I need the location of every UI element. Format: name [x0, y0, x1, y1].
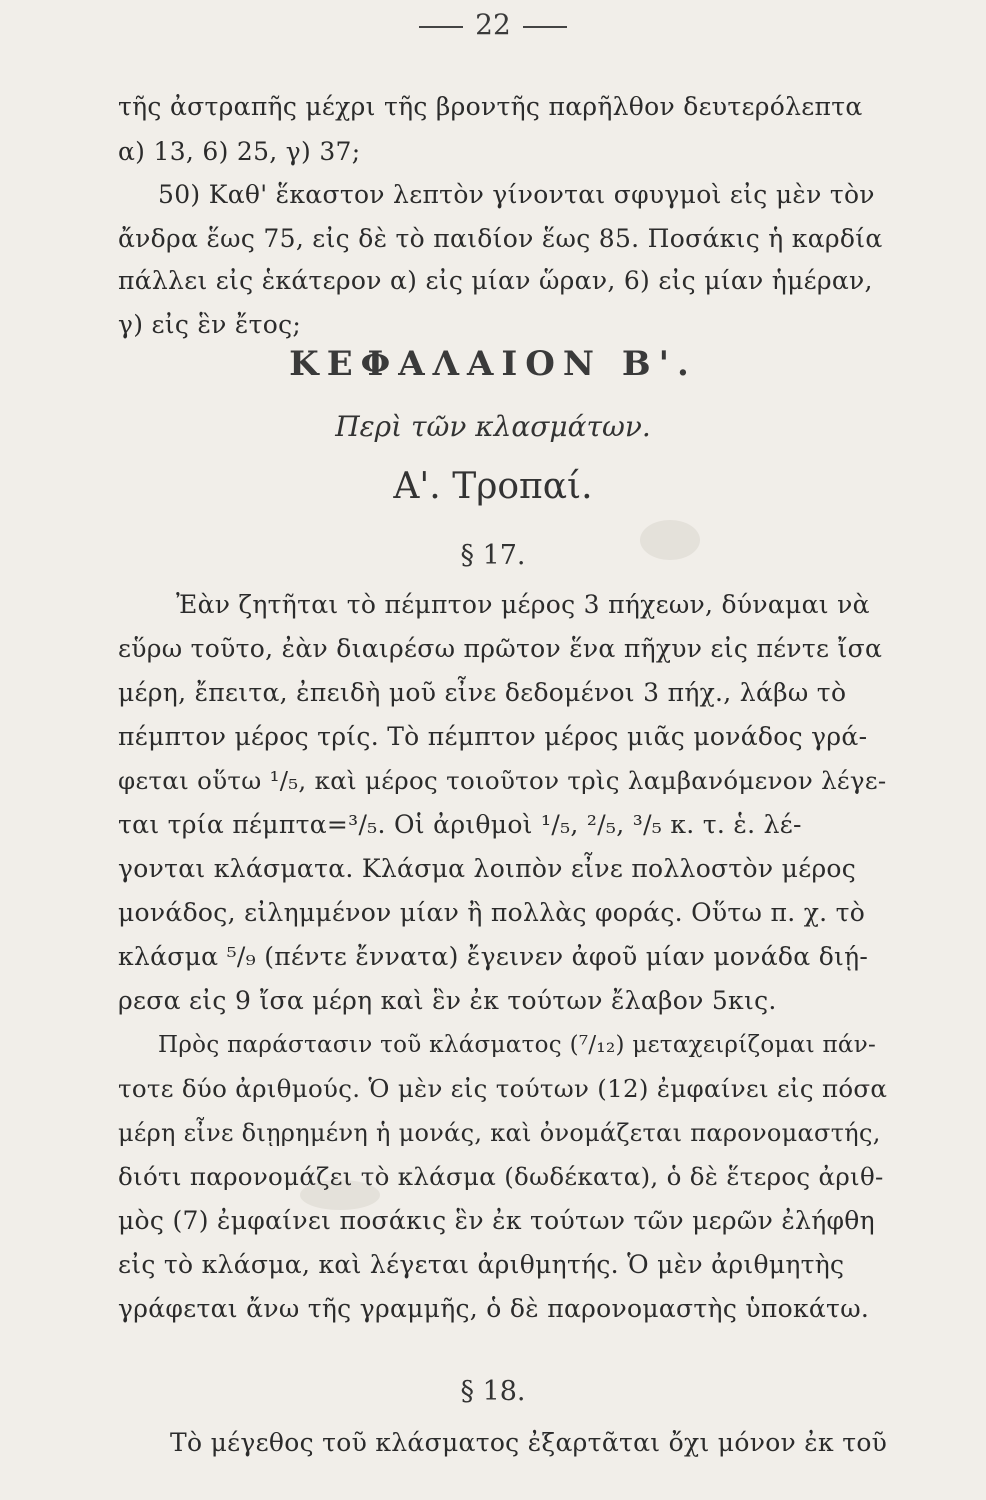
- text-line-content: διότι παρονομάζει τὸ κλάσμα (δωδέκατα), ὁ δὲ ἕτερος ἀριθ-: [118, 1162, 884, 1191]
- chapter-subtitle: Περὶ τῶν κλασμάτων.: [335, 410, 651, 443]
- text-line-content: τοτε δύο ἀριθμούς. Ὁ μὲν εἰς τούτων (12) ἐμφαίνει εἰς πόσα: [118, 1074, 888, 1103]
- text-line: [118, 1116, 890, 1150]
- text-line: [118, 264, 890, 298]
- text-line: [118, 852, 890, 886]
- paragraph-number: § 18.: [460, 1376, 526, 1407]
- text-line: [118, 1292, 890, 1326]
- text-line: [118, 896, 890, 930]
- chapter-heading: ΚΕΦΑΛΑΙΟΝ Β'.: [289, 344, 697, 384]
- text-line-content: μονάδος, εἰλημμένον μίαν ἢ πολλὰς φοράς. Οὕτω π. χ. τὸ: [118, 898, 866, 927]
- text-line-content: πέμπτον μέρος τρίς. Τὸ πέμπτον μέρος μιᾶς μονάδος γρά-: [118, 722, 868, 751]
- text-line-content: 50) Καθ' ἕκαστον λεπτὸν γίνονται σφυγμοὶ εἰς μὲν τὸν: [158, 180, 875, 209]
- dash-right: [523, 26, 567, 28]
- text-line-content: ρεσα εἰς 9 ἴσα μέρη καὶ ἓν ἐκ τούτων ἔλαβον 5κις.: [118, 986, 777, 1015]
- text-line-content: κλάσμα ⁵/₉ (πέντε ἔννατα) ἔγεινεν ἀφοῦ μίαν μονάδα διῄ-: [118, 942, 869, 971]
- text-line: [118, 1072, 890, 1106]
- text-line: [118, 984, 890, 1018]
- text-line: [118, 632, 890, 666]
- text-line: [118, 940, 890, 974]
- dash-left: [419, 26, 463, 28]
- text-line-content: εὕρω τοῦτο, ἐὰν διαιρέσω πρῶτον ἕνα πῆχυν εἰς πέντε ἴσα: [118, 634, 883, 663]
- text-line: [118, 222, 890, 256]
- text-line-content: γ) εἰς ἓν ἔτος;: [118, 310, 302, 339]
- text-line-content: πάλλει εἰς ἑκάτερον α) εἰς μίαν ὥραν, 6) εἰς μίαν ἡμέραν,: [118, 266, 873, 295]
- text-line: [158, 1028, 890, 1062]
- text-line-content: τῆς ἀστραπῆς μέχρι τῆς βροντῆς παρῆλθον δευτερόλεπτα: [118, 92, 863, 121]
- section-title: Α'. Τροπαί.: [393, 466, 593, 507]
- text-line-content: ἄνδρα ἕως 75, εἰς δὲ τὸ παιδίον ἕως 85. Ποσάκις ἡ καρδία: [118, 224, 883, 253]
- text-line: [118, 308, 890, 342]
- text-line: [118, 808, 890, 842]
- text-line: [118, 90, 890, 124]
- text-line-content: Ἐὰν ζητῆται τὸ πέμπτον μέρος 3 πήχεων, δύναμαι νὰ: [176, 590, 870, 619]
- page-number-text: 22: [475, 8, 511, 41]
- text-line: [118, 720, 890, 754]
- paragraph-number: § 17.: [460, 540, 526, 571]
- text-line: [170, 1426, 890, 1460]
- text-line-content: μὸς (7) ἐμφαίνει ποσάκις ἓν ἐκ τούτων τῶν μερῶν ἐλήφθη: [118, 1206, 875, 1235]
- text-line: [158, 178, 890, 212]
- text-line-content: μέρη, ἔπειτα, ἐπειδὴ μοῦ εἶνε δεδομένοι 3 πήχ., λάβω τὸ: [118, 678, 847, 707]
- text-line: [176, 588, 890, 622]
- text-line-content: γονται κλάσματα. Κλάσμα λοιπὸν εἶνε πολλοστὸν μέρος: [118, 854, 857, 883]
- text-line: [118, 1160, 890, 1194]
- text-line-content: Πρὸς παράστασιν τοῦ κλάσματος (⁷/₁₂) μεταχειρίζομαι πάν-: [158, 1032, 877, 1058]
- text-line: [118, 1204, 890, 1238]
- text-line-content: Τὸ μέγεθος τοῦ κλάσματος ἐξαρτᾶται ὄχι μόνον ἐκ τοῦ: [170, 1428, 888, 1457]
- text-line-content: μέρη εἶνε διῃρημένη ἡ μονάς, καὶ ὀνομάζεται παρονομαστής,: [118, 1119, 881, 1147]
- page-number: [0, 8, 986, 41]
- text-line: [118, 1248, 890, 1282]
- text-line-content: εἰς τὸ κλάσμα, καὶ λέγεται ἀριθμητής. Ὁ μὲν ἀριθμητὴς: [118, 1250, 845, 1279]
- text-line: [118, 676, 890, 710]
- text-line-content: α) 13, 6) 25, γ) 37;: [118, 137, 361, 166]
- text-line-content: ται τρία πέμπτα=³/₅. Οἱ ἀριθμοὶ ¹/₅, ²/₅, ³/₅ κ. τ. ἑ. λέ-: [118, 810, 802, 839]
- text-line-content: φεται οὕτω ¹/₅, καὶ μέρος τοιοῦτον τρὶς λαμβανόμενον λέγε-: [118, 766, 887, 795]
- text-line-content: γράφεται ἄνω τῆς γραμμῆς, ὁ δὲ παρονομαστὴς ὑποκάτω.: [118, 1294, 870, 1323]
- text-line: [118, 135, 890, 169]
- text-line: [118, 764, 890, 798]
